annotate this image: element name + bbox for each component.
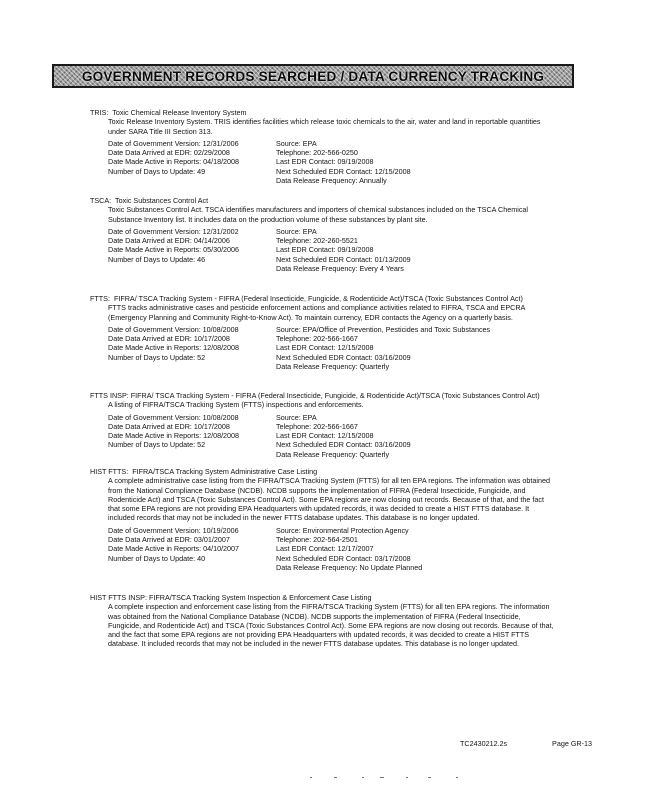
record-title: Toxic Substances Control Act xyxy=(115,196,209,205)
record-details xyxy=(90,227,560,273)
record-description: A complete administrative case listing from the FIFRA/TSCA Tracking System (FTTS) for all ten EPA regions. The information was obtained from the National Compliance Database (NCDB). NCDB supports the implementation of FIFRA (Federal Insecticide, Fungicide, and Rodenticide Act) and TSCA (Toxic Substances Control Act). Some EPA regions are now closing out records. Because of that, and the fact that some EPA regions are not providing EPA Headquarters with updated records, it was decided to create a HIST FTTS database. It included records that may not be included in the newer FTTS database updates. This database is no longer updated. xyxy=(108,476,550,523)
gov-version-date: Date of Government Version: 10/08/2008 xyxy=(108,412,239,422)
active-date: Date Made Active in Reports: 05/30/2006 xyxy=(108,245,240,255)
gov-version-date: Date of Government Version: 12/31/2002 xyxy=(108,226,239,236)
source: Source: EPA/Office of Prevention, Pesticides and Toxic Substances xyxy=(276,324,491,334)
last-contact: Last EDR Contact: 09/19/2008 xyxy=(276,245,374,255)
record-code: TRIS: xyxy=(90,108,109,117)
record-hist-ftts-insp xyxy=(90,593,560,649)
active-date: Date Made Active in Reports: 12/08/2008 xyxy=(108,431,240,441)
active-date: Date Made Active in Reports: 04/18/2008 xyxy=(108,157,240,167)
next-contact: Next Scheduled EDR Contact: 03/16/2009 xyxy=(276,440,411,450)
record-title: FIFRA/ TSCA Tracking System - FIFRA (Federal Insecticide, Fungicide, & Rodenticide Act)/TSCA (Toxic Substances Control Act) xyxy=(130,391,540,400)
record-heading xyxy=(90,108,560,117)
record-title: FIFRA/TSCA Tracking System Administrative Case Listing xyxy=(132,467,318,476)
record-hist-ftts xyxy=(90,467,560,572)
record-details xyxy=(90,413,560,459)
gov-version-date: Date of Government Version: 10/19/2006 xyxy=(108,525,239,535)
record-description: A listing of FIFRA/TSCA Tracking System (FTTS) inspections and enforcements. xyxy=(108,400,364,410)
record-description: FTTS tracks administrative cases and pesticide enforcement actions and compliance activities related to FIFRA, TSCA and EPCRA (Emergency Planning and Community Right-to-Know Act). To maintain currency, EDR contacts the Agency on a quarterly basis. xyxy=(108,303,525,322)
record-title: Toxic Chemical Release Inventory System xyxy=(112,108,247,117)
release-frequency: Data Release Frequency: Quarterly xyxy=(276,362,390,372)
source: Source: EPA xyxy=(276,412,317,422)
days-to-update: Number of Days to Update: 40 xyxy=(108,553,206,563)
days-to-update: Number of Days to Update: 52 xyxy=(108,352,206,362)
source: Source: EPA xyxy=(276,226,317,236)
record-heading xyxy=(90,196,560,205)
arrived-date: Date Data Arrived at EDR: 02/29/2008 xyxy=(108,148,230,158)
days-to-update: Number of Days to Update: 52 xyxy=(108,440,206,450)
telephone: Telephone: 202-260-5521 xyxy=(276,236,358,246)
record-details xyxy=(90,526,560,572)
record-heading xyxy=(90,294,560,303)
next-contact: Next Scheduled EDR Contact: 12/15/2008 xyxy=(276,166,411,176)
active-date: Date Made Active in Reports: 04/10/2007 xyxy=(108,544,240,554)
source: Source: EPA xyxy=(276,138,317,148)
release-frequency: Data Release Frequency: Quarterly xyxy=(276,449,390,459)
record-tris xyxy=(90,108,560,185)
last-contact: Last EDR Contact: 09/19/2008 xyxy=(276,157,374,167)
record-code: FTTS INSP: xyxy=(90,391,129,400)
record-ftts xyxy=(90,294,560,371)
record-heading xyxy=(90,593,560,602)
next-contact: Next Scheduled EDR Contact: 03/17/2008 xyxy=(276,553,411,563)
next-contact: Next Scheduled EDR Contact: 03/16/2009 xyxy=(276,352,411,362)
scan-specks xyxy=(310,776,470,779)
next-contact: Next Scheduled EDR Contact: 01/13/2009 xyxy=(276,254,411,264)
record-details xyxy=(90,325,560,371)
section-banner xyxy=(52,64,574,88)
record-heading xyxy=(90,391,560,400)
document-id: TC2430212.2s xyxy=(460,739,508,748)
record-code: FTTS: xyxy=(90,294,110,303)
record-description: Toxic Substances Control Act. TSCA identifies manufacturers and importers of chemical substances included on the TSCA Chemical Substance Inventory list. It includes data on the production volume of these substances by plant site. xyxy=(108,205,529,224)
record-title: FIFRA/TSCA Tracking System Inspection & Enforcement Case Listing xyxy=(148,593,372,602)
source: Source: Environmental Protection Agency xyxy=(276,525,409,535)
arrived-date: Date Data Arrived at EDR: 04/14/2006 xyxy=(108,236,230,246)
release-frequency: Data Release Frequency: No Update Planned xyxy=(276,562,423,572)
arrived-date: Date Data Arrived at EDR: 03/01/2007 xyxy=(108,535,230,545)
telephone: Telephone: 202-566-1667 xyxy=(276,421,358,431)
page-footer xyxy=(460,739,592,748)
last-contact: Last EDR Contact: 12/17/2007 xyxy=(276,544,374,554)
telephone: Telephone: 202-566-1667 xyxy=(276,334,358,344)
record-description: A complete inspection and enforcement case listing from the FIFRA/TSCA Tracking System (FTTS) for all ten EPA regions. The information was obtained from the National Compliance Database (NCDB). NCDB supports the implementation of FIFRA (Federal Insecticide, Fungicide, and Rodenticide Act) and TSCA (Toxic Substances Control Act). Some EPA regions are now closing out records. Because of that, and the fact that some EPA regions are not providing EPA Headquarters with updated records, it was decided to create a HIST FTTS database. It included records that may not be included in the newer FTTS database updates. This database is no longer updated. xyxy=(108,602,554,649)
page-number: Page GR-13 xyxy=(552,739,592,748)
last-contact: Last EDR Contact: 12/15/2008 xyxy=(276,431,374,441)
record-tsca xyxy=(90,196,560,273)
last-contact: Last EDR Contact: 12/15/2008 xyxy=(276,343,374,353)
record-code: HIST FTTS INSP: xyxy=(90,593,147,602)
arrived-date: Date Data Arrived at EDR: 10/17/2008 xyxy=(108,334,230,344)
gov-version-date: Date of Government Version: 12/31/2006 xyxy=(108,138,239,148)
record-title: FIFRA/ TSCA Tracking System - FIFRA (Federal Insecticide, Fungicide, & Rodenticide Act)/TSCA (Toxic Substances Control Act) xyxy=(113,294,523,303)
active-date: Date Made Active in Reports: 12/08/2008 xyxy=(108,343,240,353)
telephone: Telephone: 202-564-2501 xyxy=(276,535,358,545)
telephone: Telephone: 202-566-0250 xyxy=(276,148,358,158)
record-code: HIST FTTS: xyxy=(90,467,129,476)
record-ftts-insp xyxy=(90,391,560,459)
record-heading xyxy=(90,467,560,476)
record-code: TSCA: xyxy=(90,196,112,205)
gov-version-date: Date of Government Version: 10/08/2008 xyxy=(108,324,239,334)
record-details xyxy=(90,139,560,185)
days-to-update: Number of Days to Update: 49 xyxy=(108,166,206,176)
record-description: Toxic Release Inventory System. TRIS identifies facilities which release toxic chemicals to the air, water and land in reportable quantities under SARA Title III Section 313. xyxy=(108,117,541,136)
banner-title: GOVERNMENT RECORDS SEARCHED / DATA CURRENCY TRACKING xyxy=(81,68,545,84)
release-frequency: Data Release Frequency: Every 4 Years xyxy=(276,264,404,274)
release-frequency: Data Release Frequency: Annually xyxy=(276,176,387,186)
arrived-date: Date Data Arrived at EDR: 10/17/2008 xyxy=(108,421,230,431)
days-to-update: Number of Days to Update: 46 xyxy=(108,254,206,264)
